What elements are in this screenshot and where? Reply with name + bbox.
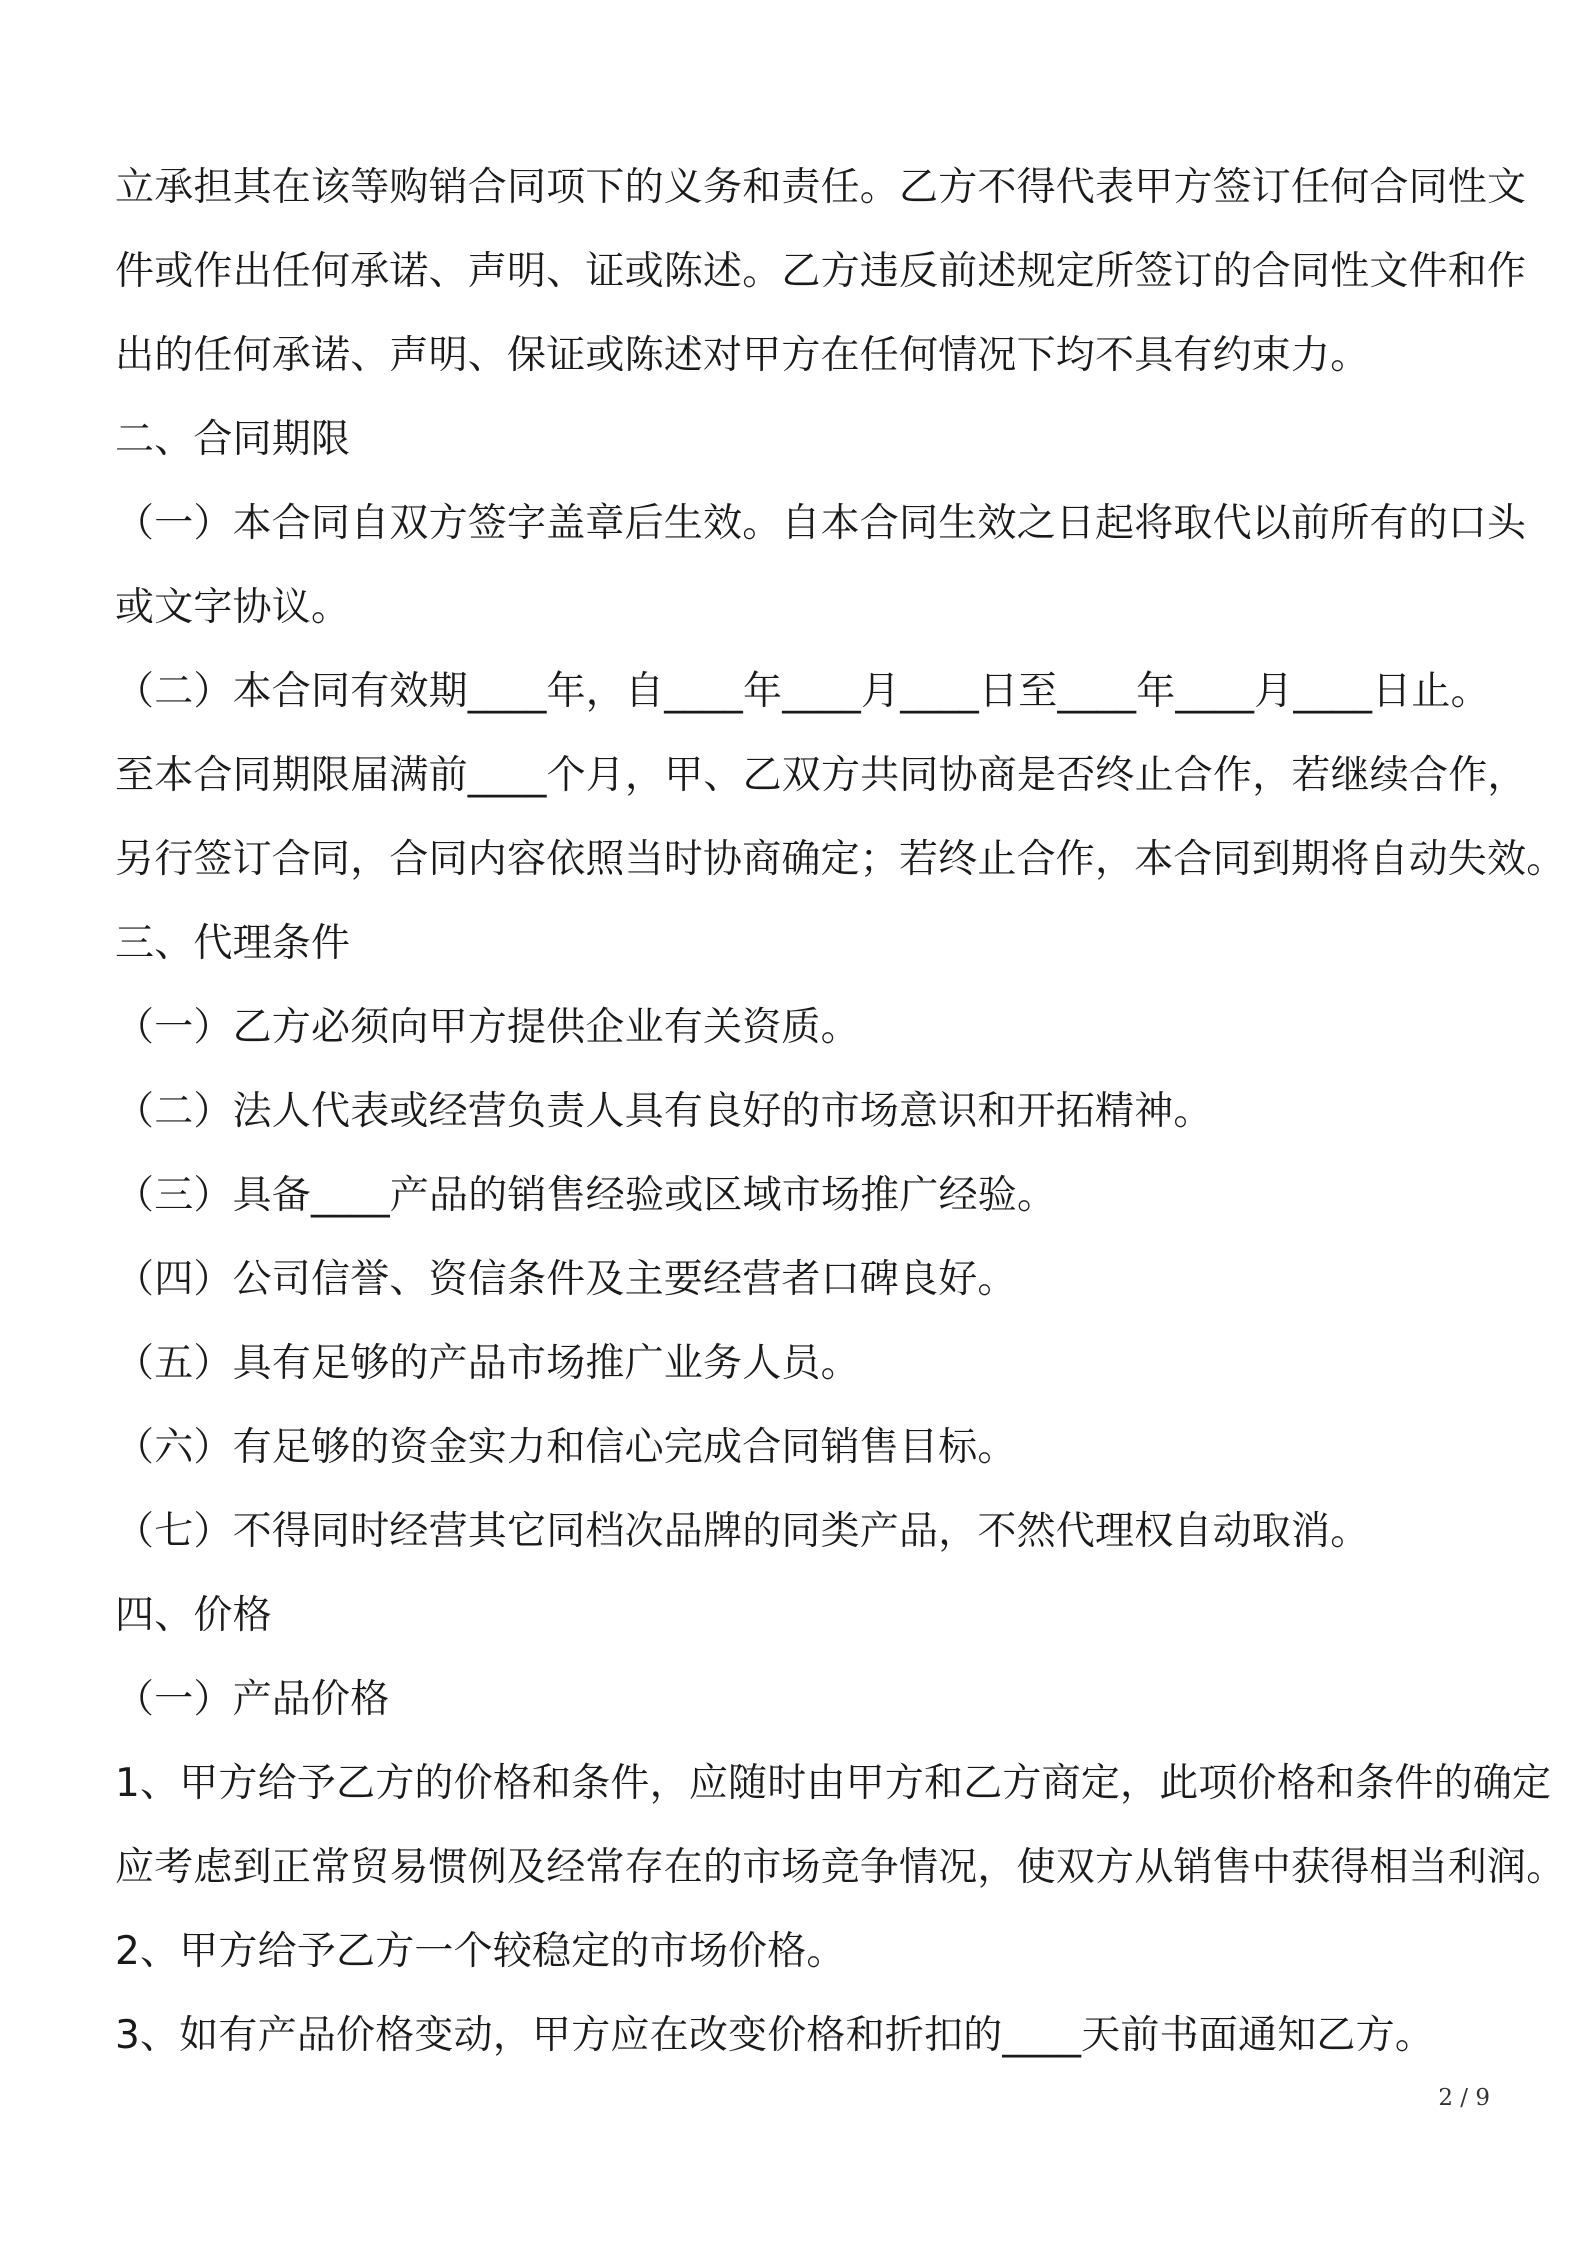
section-heading-agency-conditions: 三、代理条件 bbox=[115, 921, 351, 966]
paragraph-line: 至本合同期限届满前____个月，甲、乙双方共同协商是否终止合作，若继续合作， bbox=[115, 753, 1527, 798]
paragraph-line: （五）具有足够的产品市场推广业务人员。 bbox=[115, 1341, 860, 1386]
paragraph-line: （六）有足够的资金实力和信心完成合同销售目标。 bbox=[115, 1425, 1017, 1470]
paragraph-line: （三）具备____产品的销售经验或区域市场推广经验。 bbox=[115, 1173, 1057, 1218]
paragraph-line: （七）不得同时经营其它同档次品牌的同类产品，不然代理权自动取消。 bbox=[115, 1509, 1370, 1554]
paragraph-line: （二）法人代表或经营负责人具有良好的市场意识和开拓精神。 bbox=[115, 1089, 1213, 1134]
paragraph-line: 立承担其在该等购销合同项下的义务和责任。乙方不得代表甲方签订任何合同性文 bbox=[115, 165, 1527, 210]
paragraph-line: （一）本合同自双方签字盖章后生效。自本合同生效之日起将取代以前所有的口头 bbox=[115, 501, 1527, 546]
paragraph-line: 件或作出任何承诺、声明、证或陈述。乙方违反前述规定所签订的合同性文件和作 bbox=[115, 249, 1527, 294]
paragraph-line: 3、如有产品价格变动，甲方应在改变价格和折扣的____天前书面通知乙方。 bbox=[115, 2013, 1435, 2058]
section-heading-contract-term: 二、合同期限 bbox=[115, 417, 351, 462]
paragraph-line: 2、甲方给予乙方一个较稳定的市场价格。 bbox=[115, 1929, 846, 1974]
paragraph-line: （二）本合同有效期____年，自____年____月____日至____年____月____日止。 bbox=[115, 669, 1490, 714]
paragraph-line: 1、甲方给予乙方的价格和条件，应随时由甲方和乙方商定，此项价格和条件的确定 bbox=[115, 1761, 1552, 1806]
subsection-heading-product-price: （一）产品价格 bbox=[115, 1677, 390, 1722]
paragraph-line: 应考虑到正常贸易惯例及经常存在的市场竞争情况，使双方从销售中获得相当利润。 bbox=[115, 1845, 1566, 1890]
document-body bbox=[115, 146, 1566, 2078]
paragraph-line: 出的任何承诺、声明、保证或陈述对甲方在任何情况下均不具有约束力。 bbox=[115, 333, 1370, 378]
page-number: 2 / 9 bbox=[1438, 2085, 1490, 2111]
section-heading-price: 四、价格 bbox=[115, 1593, 272, 1638]
paragraph-line: （四）公司信誉、资信条件及主要经营者口碑良好。 bbox=[115, 1257, 1017, 1302]
paragraph-line: 另行签订合同，合同内容依照当时协商确定；若终止合作，本合同到期将自动失效。 bbox=[115, 837, 1566, 882]
paragraph-line: 或文字协议。 bbox=[115, 585, 351, 630]
paragraph-line: （一）乙方必须向甲方提供企业有关资质。 bbox=[115, 1005, 860, 1050]
